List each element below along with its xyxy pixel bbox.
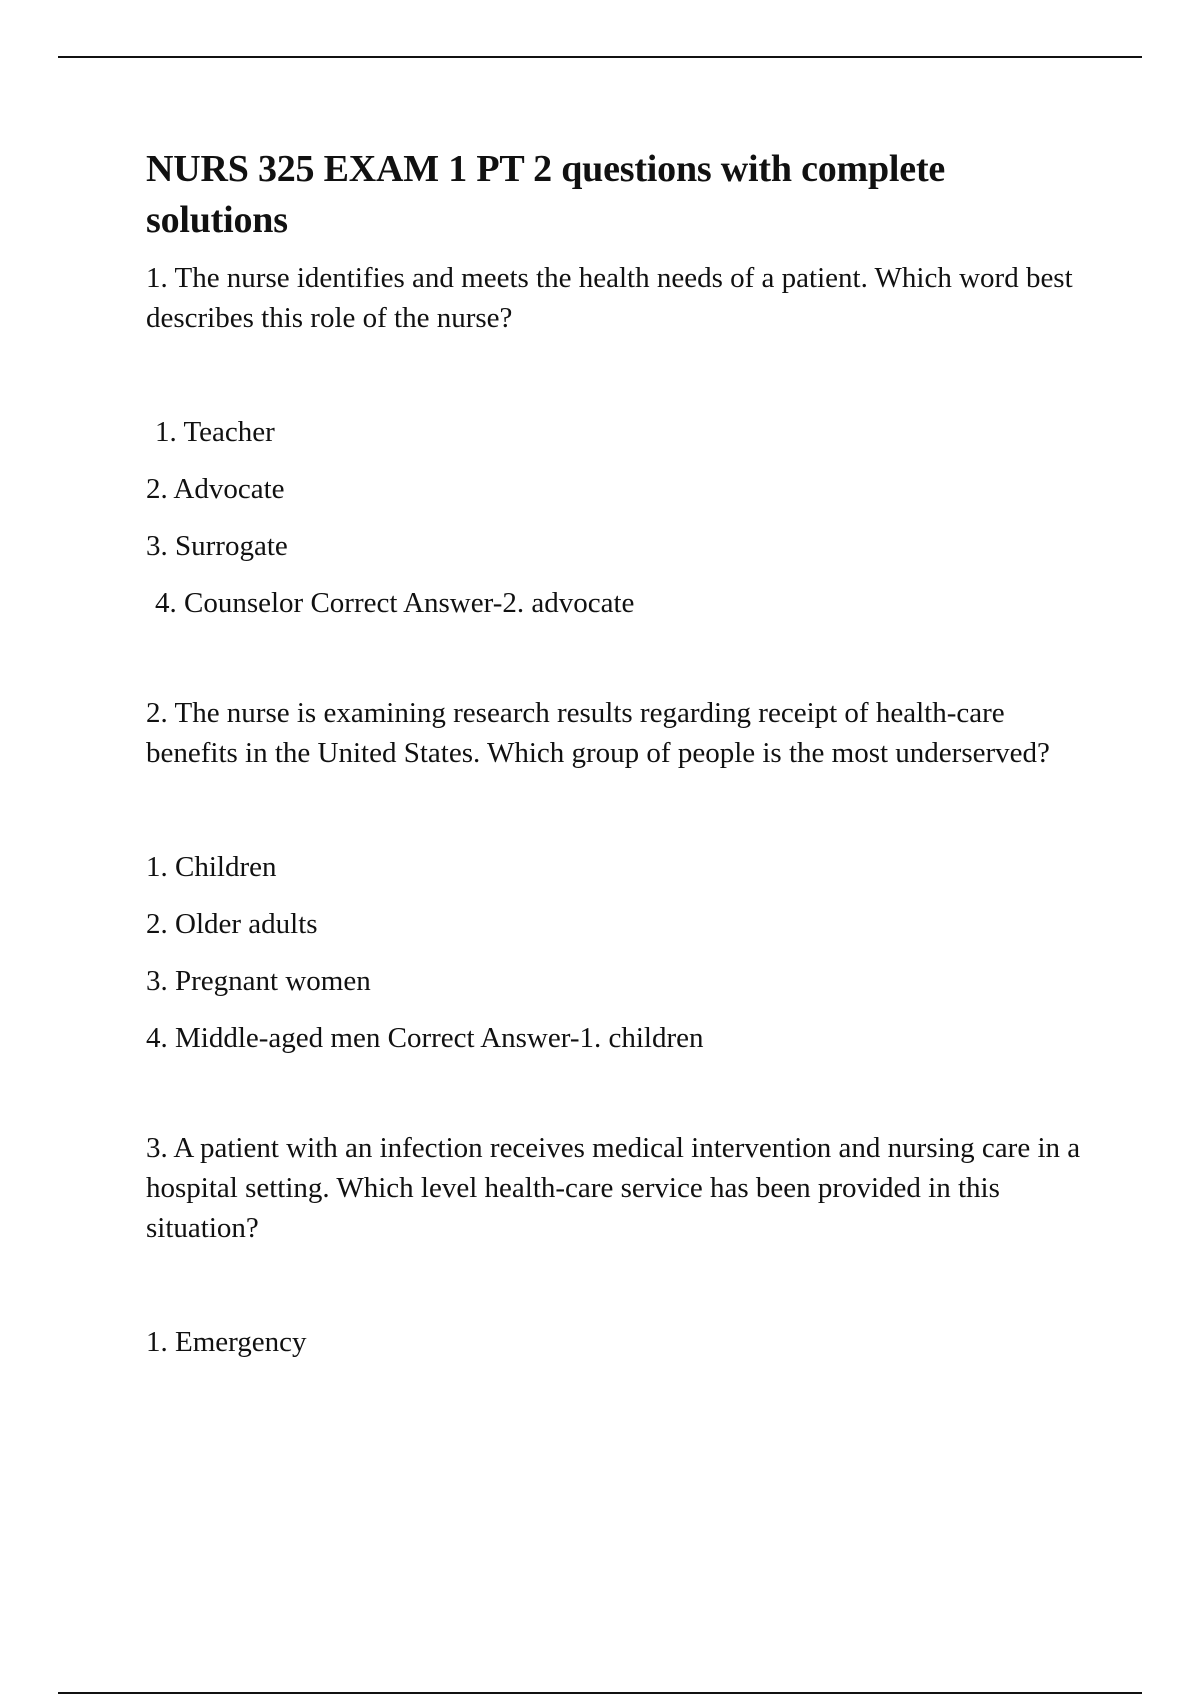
spacer bbox=[146, 640, 1096, 693]
document-title: NURS 325 EXAM 1 PT 2 questions with complete solutions bbox=[146, 148, 946, 241]
answer-option: 3. Pregnant women bbox=[146, 965, 371, 997]
answer-option: 2. Older adults bbox=[146, 908, 318, 940]
answer-option: 1. Teacher bbox=[155, 416, 275, 448]
answer-option-with-correct-answer: 4. Counselor Correct Answer-2. advocate bbox=[155, 587, 635, 619]
answer-option: 1. Emergency bbox=[146, 1326, 307, 1358]
spacer bbox=[146, 338, 1096, 412]
top-rule bbox=[58, 56, 1142, 58]
bottom-rule bbox=[58, 1692, 1142, 1694]
document-body bbox=[146, 144, 1096, 1379]
spacer bbox=[146, 773, 1096, 847]
question-block-3 bbox=[146, 1128, 1096, 1379]
question-text: 2. The nurse is examining research results regarding receipt of health-care benefits in the United States. Which group of people is the most underserved? bbox=[146, 697, 1050, 769]
answer-option: 3. Surrogate bbox=[146, 530, 288, 562]
answer-options bbox=[146, 1322, 1096, 1379]
question-block-2 bbox=[146, 693, 1096, 1075]
spacer bbox=[146, 1248, 1096, 1322]
answer-option-with-correct-answer: 4. Middle-aged men Correct Answer-1. children bbox=[146, 1022, 704, 1054]
spacer bbox=[146, 1075, 1096, 1128]
answer-options bbox=[146, 412, 1096, 640]
answer-option: 1. Children bbox=[146, 851, 277, 883]
question-text: 1. The nurse identifies and meets the health needs of a patient. Which word best describes this role of the nurse? bbox=[146, 262, 1073, 334]
answer-option: 2. Advocate bbox=[146, 473, 285, 505]
question-text: 3. A patient with an infection receives medical intervention and nursing care in a hospital setting. Which level health-care service has been provided in this situation? bbox=[146, 1132, 1081, 1244]
question-block-1 bbox=[146, 258, 1096, 640]
answer-options bbox=[146, 847, 1096, 1075]
